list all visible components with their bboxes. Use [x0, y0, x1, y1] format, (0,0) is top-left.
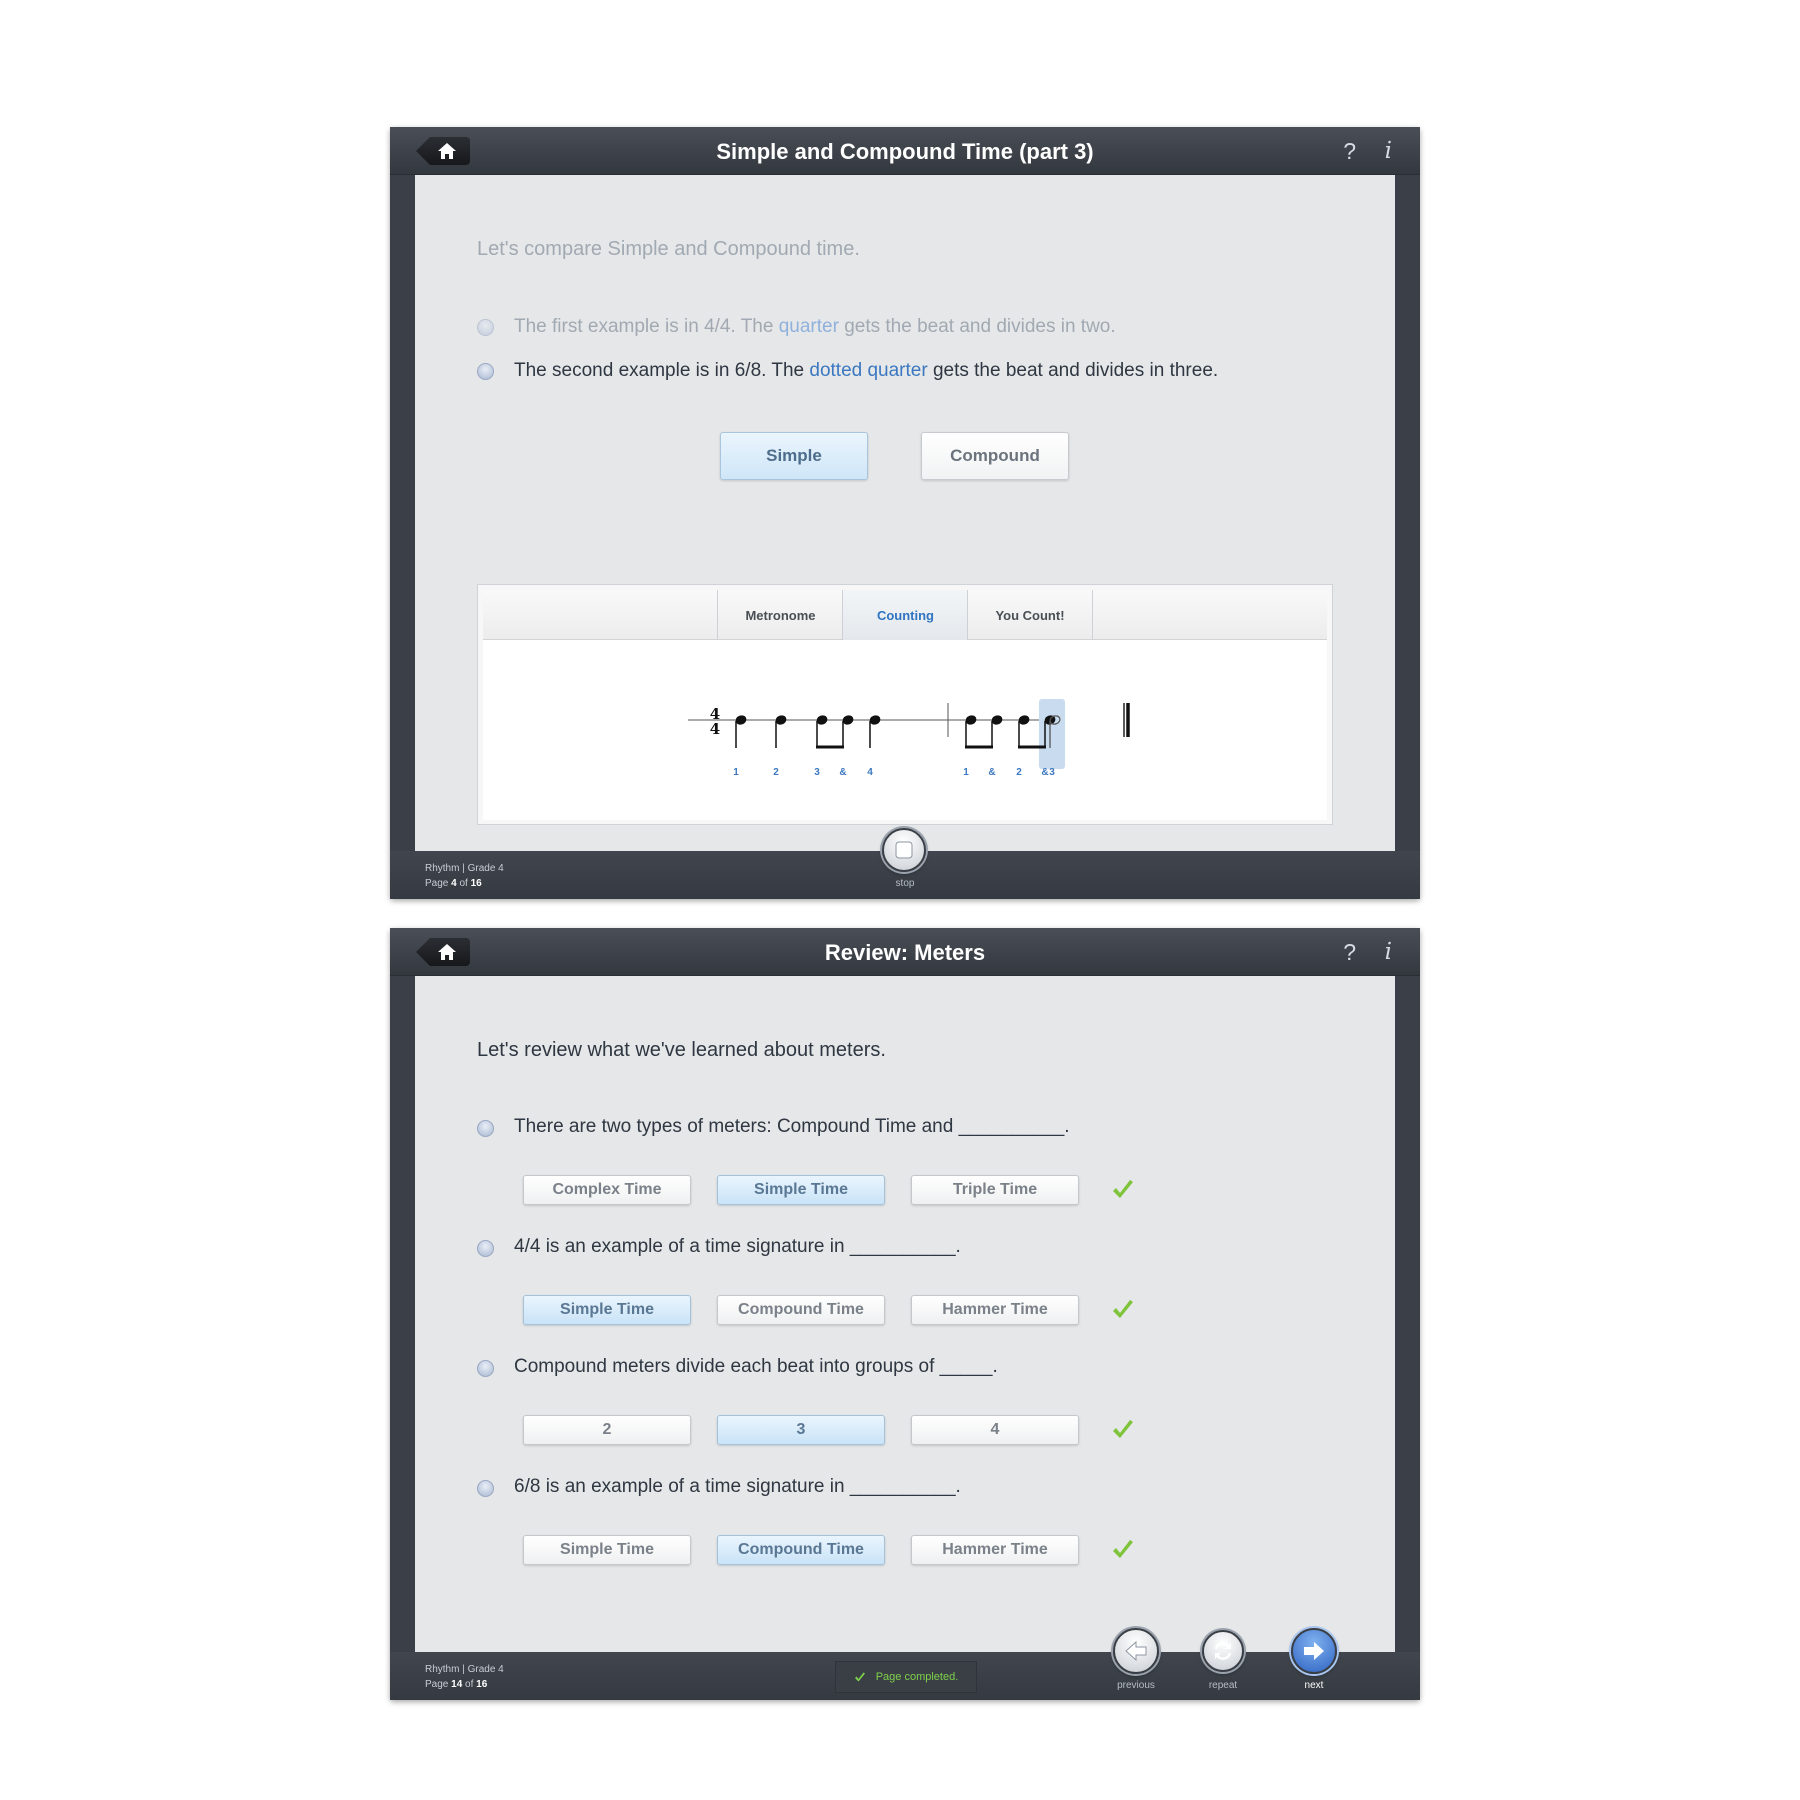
page-indicator: Page 14 of 16 [425, 1679, 488, 1690]
answer-option[interactable]: Compound Time [717, 1295, 885, 1325]
intro-text: Let's compare Simple and Compound time. [477, 238, 860, 260]
count-label: 2 [1016, 767, 1022, 778]
title-bar [390, 127, 1420, 175]
bullet-icon [477, 1120, 494, 1137]
bullet-icon [477, 1240, 494, 1257]
check-icon [1111, 1299, 1135, 1321]
simple-button[interactable]: Simple [720, 432, 868, 480]
refresh-icon [1212, 1640, 1234, 1662]
stop-button[interactable] [882, 828, 926, 872]
question-text: There are two types of meters: Compound Time and __________. [514, 1116, 1070, 1137]
page-indicator: Page 4 of 16 [425, 878, 482, 889]
page-title: Review: Meters [824, 940, 986, 965]
stop-label: stop [895, 878, 915, 889]
time-signature-bottom: 4 [709, 720, 721, 738]
question-text: 6/8 is an example of a time signature in __________. [514, 1476, 961, 1497]
note [869, 715, 881, 748]
intro-text: Let's review what we've learned about meters. [477, 1039, 886, 1061]
count-label: 3 [814, 767, 820, 778]
previous-label: previous [1117, 1680, 1155, 1691]
info-icon[interactable]: i [1384, 939, 1392, 965]
player-tabs [483, 590, 1327, 640]
previous-button[interactable] [1113, 1628, 1159, 1674]
count-label: 1 [733, 767, 739, 778]
footer-meta [425, 1662, 504, 1692]
tab-counting[interactable]: Counting [842, 590, 968, 640]
answer-option-selected[interactable]: Simple Time [717, 1175, 885, 1205]
question-text: Compound meters divide each beat into groups of _____. [514, 1356, 998, 1377]
help-icon[interactable]: ? [1343, 939, 1356, 965]
count-label: & [1041, 767, 1049, 778]
answer-option-selected[interactable]: Simple Time [523, 1295, 691, 1325]
playhead-highlight [1039, 699, 1065, 769]
page-title: Simple and Compound Time (part 3) [716, 139, 1094, 164]
count-label: 1 [963, 767, 969, 778]
lesson-window-bottom [390, 928, 1420, 1700]
footer-bar [390, 1652, 1420, 1700]
count-label: 4 [867, 767, 873, 778]
check-icon [1111, 1419, 1135, 1441]
check-icon [1111, 1179, 1135, 1201]
info-icon[interactable]: i [1384, 138, 1392, 164]
answer-option[interactable]: 4 [911, 1415, 1079, 1445]
rhythm-notation [483, 640, 1327, 820]
course-label: Rhythm | Grade 4 [425, 1664, 504, 1675]
answer-option[interactable]: Triple Time [911, 1175, 1079, 1205]
example-line-2: The second example is in 6/8. The dotted quarter gets the beat and divides in three. [514, 360, 1219, 381]
title-bar [390, 928, 1420, 976]
review-content [415, 976, 1395, 1652]
bullet-icon [477, 1480, 494, 1497]
note [735, 715, 747, 748]
example-line-1: The first example is in 4/4. The quarter gets the beat and divides in two. [514, 316, 1116, 337]
answer-option[interactable]: Complex Time [523, 1175, 691, 1205]
bullet-icon [477, 319, 494, 336]
answer-option[interactable]: Hammer Time [911, 1535, 1079, 1565]
notation-area [483, 640, 1327, 820]
answer-option[interactable]: Simple Time [523, 1535, 691, 1565]
tab-you-count[interactable]: You Count! [967, 590, 1093, 640]
footer-meta [425, 861, 504, 891]
count-label: & [988, 767, 996, 778]
compound-button[interactable]: Compound [921, 432, 1069, 480]
tab-metronome[interactable]: Metronome [717, 590, 843, 640]
repeat-label: repeat [1208, 1680, 1238, 1691]
repeat-button[interactable] [1202, 1630, 1244, 1672]
lesson-content [415, 175, 1395, 851]
next-label: next [1304, 1680, 1324, 1691]
time-signature-top: 4 [709, 705, 721, 723]
page-completed-label: Page completed. [875, 1671, 959, 1683]
count-label: 2 [773, 767, 779, 778]
course-label: Rhythm | Grade 4 [425, 863, 504, 874]
count-label: 3 [1049, 767, 1055, 778]
answer-option-selected[interactable]: 3 [717, 1415, 885, 1445]
answer-option[interactable]: 2 [523, 1415, 691, 1445]
count-label: & [839, 767, 847, 778]
stop-icon [895, 841, 913, 859]
check-icon [1111, 1539, 1135, 1561]
page-completed-status [835, 1661, 977, 1693]
bullet-icon [477, 1360, 494, 1377]
answer-option[interactable]: Hammer Time [911, 1295, 1079, 1325]
check-icon [854, 1672, 866, 1683]
rhythm-player [477, 584, 1333, 825]
next-button[interactable] [1291, 1628, 1337, 1674]
bullet-icon [477, 363, 494, 380]
answer-option-selected[interactable]: Compound Time [717, 1535, 885, 1565]
arrow-left-icon [1124, 1640, 1148, 1662]
arrow-right-icon [1302, 1640, 1326, 1662]
help-icon[interactable]: ? [1343, 138, 1356, 164]
question-text: 4/4 is an example of a time signature in __________. [514, 1236, 961, 1257]
note [775, 715, 787, 748]
lesson-window-top [390, 127, 1420, 899]
